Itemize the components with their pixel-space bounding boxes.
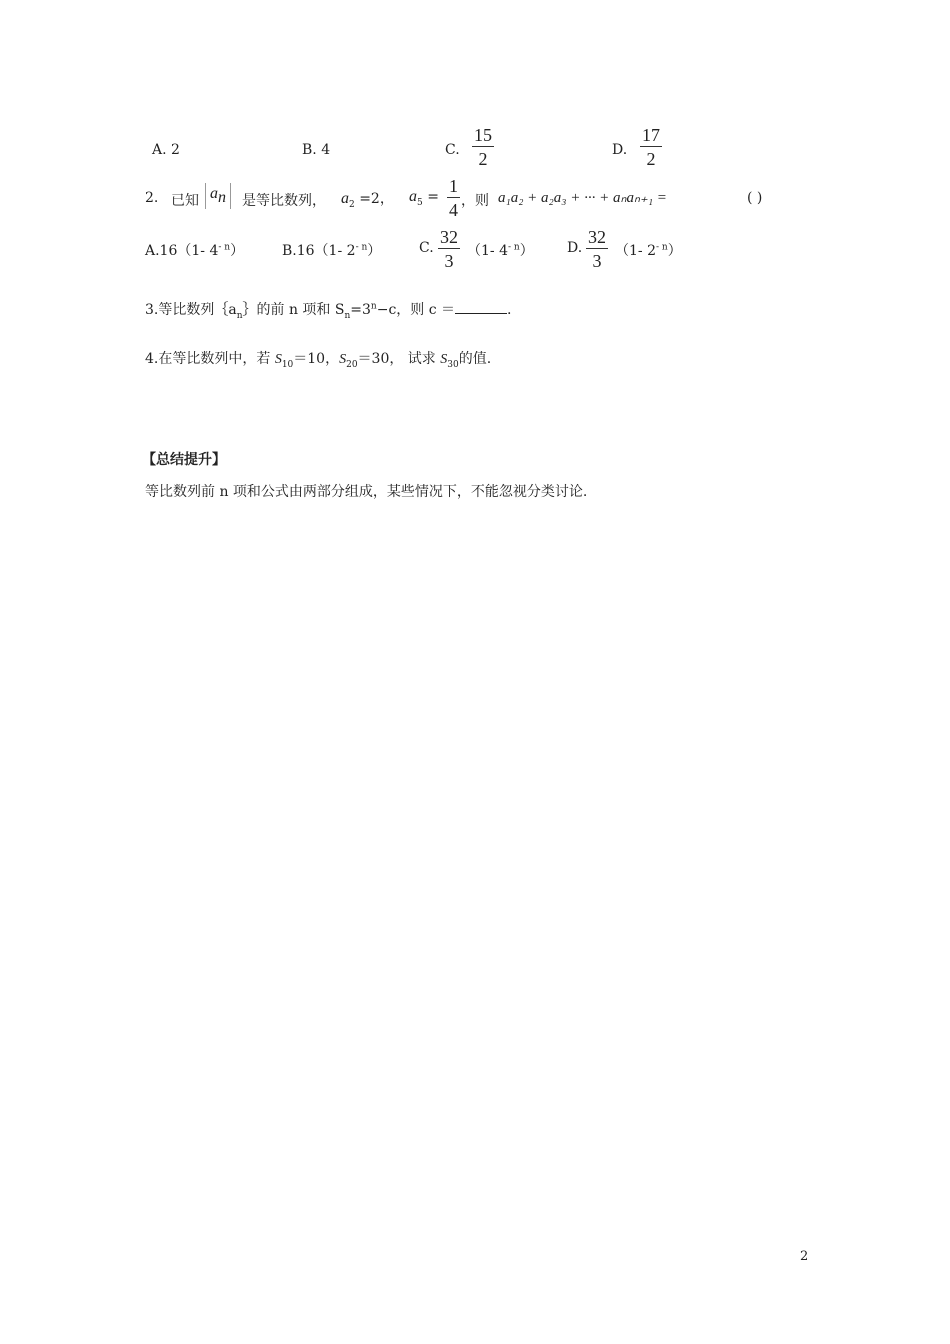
q3-answer-blank[interactable]	[455, 301, 507, 314]
q4-s10-symbol: S	[274, 352, 282, 367]
q4	[145, 348, 491, 370]
a2-value: =2，	[359, 191, 394, 207]
q2-sequence-braces	[205, 183, 231, 209]
a5-symbol: a	[409, 188, 417, 205]
option-a-exponent: - n	[218, 242, 231, 253]
q1-option-b: B. 4	[302, 142, 331, 158]
option-d-text: （1- 2	[615, 243, 656, 259]
option-b-text: B.16（1- 2	[282, 243, 356, 259]
q2-text-is: 是等比数列，	[242, 193, 326, 209]
q2-option-c-label: C.	[419, 240, 434, 256]
q2-option-b	[282, 240, 381, 260]
q2-number: 2.	[145, 190, 159, 206]
option-c-text: （1- 4	[467, 243, 508, 259]
a5-equals: =	[427, 189, 439, 205]
q3-mid: ｝的前 n 项和 S	[242, 302, 345, 318]
q2-expression: a₁a₂ + a₂a₃ + ··· + aₙaₙ₊₁ =	[498, 190, 667, 206]
q2-option-c-rest	[467, 240, 534, 260]
fraction-denominator: 3	[592, 251, 602, 271]
fraction-denominator: 3	[444, 251, 454, 271]
q3-sub-n2: n	[344, 310, 351, 321]
q1-option-d-fraction	[640, 126, 662, 168]
q2-option-c-fraction	[438, 228, 460, 270]
q4-s30-symbol: S	[440, 352, 448, 367]
q2-stem	[145, 178, 805, 224]
q3-sub-n: n	[236, 310, 243, 321]
q1-option-d-label: D.	[612, 142, 628, 158]
fraction-numerator: 32	[440, 227, 458, 247]
q4-s20-subscript: 20	[346, 359, 358, 370]
fraction-numerator: 32	[588, 227, 606, 247]
q2-a5	[409, 188, 439, 208]
q3-eq: =3	[350, 302, 371, 318]
fraction-numerator: 17	[642, 125, 660, 145]
option-d-exponent: - n	[656, 242, 668, 253]
q1-option-c-label: C.	[445, 142, 460, 158]
q2-text-known: 已知	[171, 193, 199, 209]
seq-subscript: n	[218, 188, 226, 206]
q4-s20-value: ＝30， 试求	[357, 351, 441, 367]
q3-end: .	[507, 302, 512, 318]
option-c-close: ）	[519, 243, 534, 259]
q2-answer-paren: ( )	[747, 190, 763, 206]
fraction-numerator: 15	[474, 125, 492, 145]
option-d-close: ）	[667, 243, 682, 259]
q2-option-d-fraction	[586, 228, 608, 270]
q1-option-a: A. 2	[152, 142, 180, 158]
q2-a2	[341, 188, 394, 210]
a2-symbol: a	[341, 190, 349, 207]
q4-prefix: 4.在等比数列中，若	[145, 351, 275, 367]
q2-options	[145, 228, 805, 274]
option-b-close: ）	[367, 243, 382, 259]
q2-option-a	[145, 240, 244, 260]
option-c-exponent: - n	[508, 242, 520, 253]
fraction-denominator: 4	[449, 200, 458, 220]
a5-subscript: 5	[417, 197, 423, 208]
q3-prefix: 3.等比数列｛a	[145, 302, 237, 318]
q4-s20-symbol: S	[339, 352, 347, 367]
q2-option-d-label: D.	[567, 240, 583, 256]
page-number: 2	[800, 1249, 809, 1264]
summary-heading: 【总结提升】	[142, 452, 226, 468]
q3	[145, 299, 511, 321]
a2-subscript: 2	[349, 199, 355, 210]
fraction-denominator: 2	[646, 149, 656, 169]
option-a-text: A.16（1- 4	[145, 243, 219, 259]
q2-a5-fraction	[447, 177, 460, 219]
q2-option-d-rest	[615, 240, 682, 260]
q4-s30-subscript: 30	[447, 359, 459, 370]
q4-s10-subscript: 10	[281, 359, 294, 370]
q1-option-c-fraction	[472, 126, 494, 168]
q3-sup-n: n	[370, 301, 377, 312]
option-a-close: ）	[230, 243, 245, 259]
seq-symbol: a	[210, 185, 218, 202]
summary-body: 等比数列前 n 项和公式由两部分组成，某些情况下，不能忽视分类讨论.	[145, 484, 588, 500]
fraction-denominator: 2	[478, 149, 488, 169]
q4-s10-value: ＝10，	[293, 351, 340, 367]
q2-then: ，则	[461, 193, 489, 209]
q4-tail: 的值.	[458, 351, 492, 367]
option-b-exponent: - n	[355, 242, 368, 253]
q3-tail: −c，则 c ＝	[376, 302, 456, 318]
fraction-numerator: 1	[449, 176, 458, 196]
